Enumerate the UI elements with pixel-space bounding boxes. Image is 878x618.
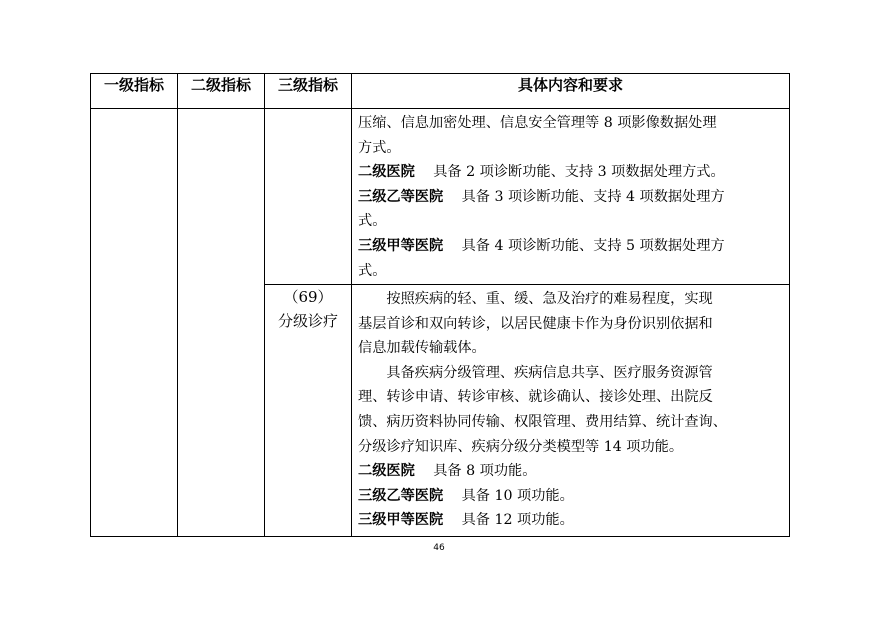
level2-cell — [178, 109, 265, 537]
level3-cell-empty — [265, 109, 352, 285]
page-number: 46 — [433, 543, 445, 553]
content-line: 分级诊疗知识库、疾病分级分类模型等 14 项功能。 — [358, 438, 684, 455]
content-line: 馈、病历资料协同传输、权限管理、费用结算、统计查询、 — [358, 413, 727, 430]
level-text: 具备 10 项功能。 — [461, 487, 574, 504]
level-label: 三级甲等医院 — [358, 512, 444, 529]
level-requirement — [358, 185, 785, 210]
level-text: 具备 4 项诊断功能、支持 5 项数据处理方 — [461, 237, 725, 254]
indicator-table — [90, 73, 790, 537]
level-label: 二级医院 — [358, 463, 415, 480]
content-line: 基层首诊和双向转诊，以居民健康卡作为身份识别依据和 — [358, 315, 713, 332]
content-line: 具备疾病分级管理、疾病信息共享、医疗服务资源管 — [386, 364, 713, 381]
level-requirement — [358, 508, 785, 533]
header-level1: 一级指标 — [91, 74, 178, 109]
level-text: 具备 8 项功能。 — [433, 463, 537, 480]
header-level3: 三级指标 — [265, 74, 352, 109]
table-row — [91, 109, 790, 285]
content-line: 信息加载传输载体。 — [358, 340, 486, 357]
content-line: 压缩、信息加密处理、信息安全管理等 8 项影像数据处理 — [358, 115, 717, 131]
level-text: 具备 12 项功能。 — [461, 512, 574, 529]
content-line: 理、转诊申请、转诊审核、就诊确认、接诊处理、出院反 — [358, 389, 713, 406]
indicator-name: 分级诊疗 — [277, 312, 338, 330]
content-cell-imaging — [352, 109, 790, 285]
level3-cell-referral — [265, 285, 352, 537]
header-content: 具体内容和要求 — [352, 74, 790, 109]
level-label: 三级乙等医院 — [358, 188, 444, 205]
level-label: 三级乙等医院 — [358, 487, 444, 504]
content-cell-referral — [352, 285, 790, 537]
content-line: 方式。 — [358, 139, 401, 156]
content-line: 按照疾病的轻、重、缓、急及治疗的难易程度，实现 — [386, 291, 713, 307]
level-label: 二级医院 — [358, 164, 415, 181]
indicator-code: （69） — [283, 288, 333, 306]
level1-cell — [91, 109, 178, 537]
level-requirement — [358, 484, 785, 509]
content-line: 式。 — [358, 262, 387, 279]
level-text: 具备 2 项诊断功能、支持 3 项数据处理方式。 — [433, 164, 725, 181]
level-label: 三级甲等医院 — [358, 237, 444, 254]
header-level2: 二级指标 — [178, 74, 265, 109]
level-requirement — [358, 234, 785, 259]
table-header-row — [91, 74, 790, 109]
level-requirement — [358, 459, 785, 484]
level-requirement — [358, 160, 785, 185]
level-text: 具备 3 项诊断功能、支持 4 项数据处理方 — [461, 188, 725, 205]
content-line: 式。 — [358, 213, 387, 230]
